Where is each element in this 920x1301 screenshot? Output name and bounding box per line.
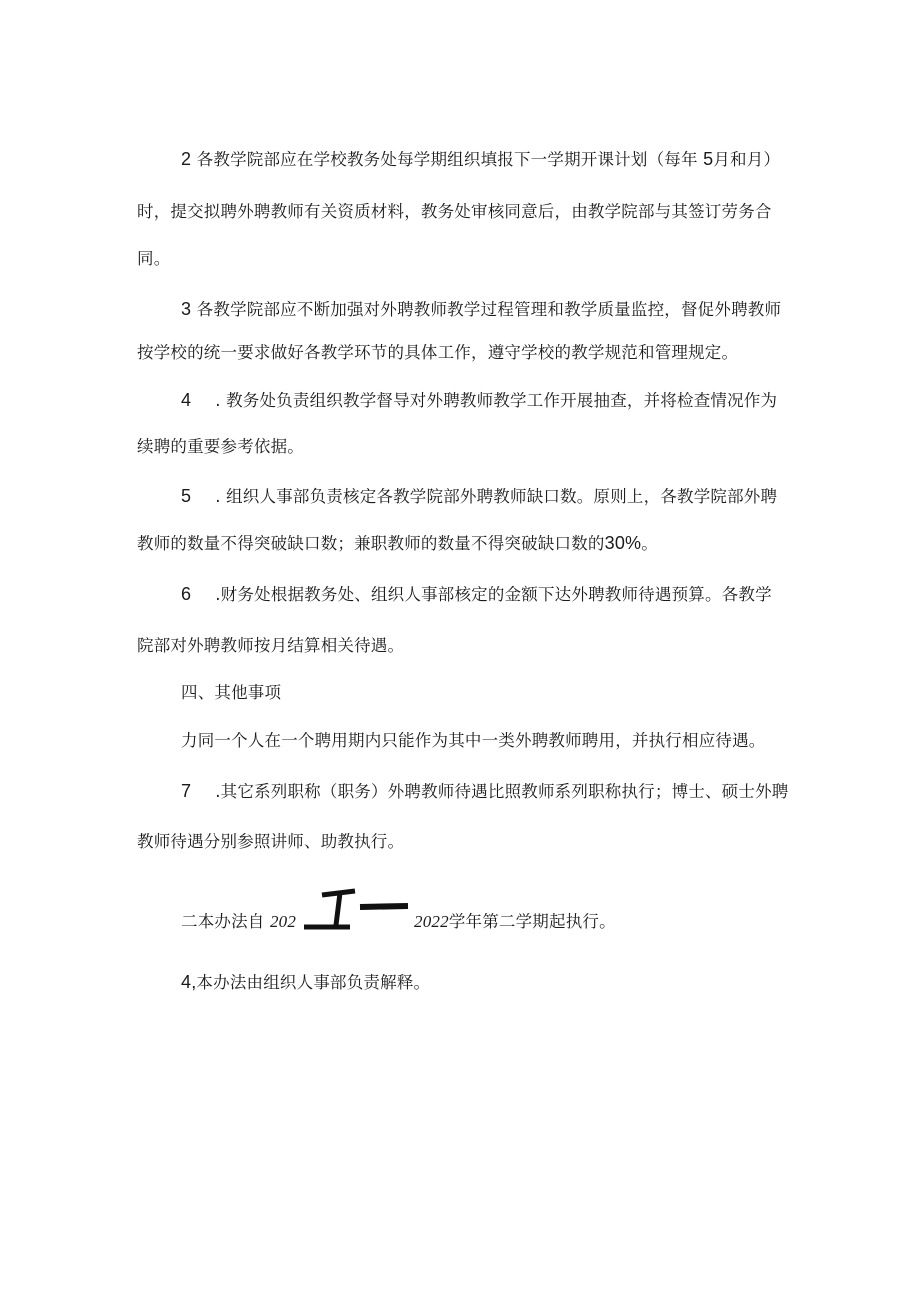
item-4-text: . 教务处负责组织教学督导对外聘教师教学工作开展抽查，并将检查情况作为	[215, 391, 778, 410]
item-4-line-1	[181, 388, 777, 413]
item-7-line-1	[181, 779, 788, 804]
item-2-text-b: 月和月）	[713, 150, 781, 169]
item-5-text-b: 。	[641, 534, 658, 553]
section-4-line-1: 力同一个人在一个聘用期内只能作为其中一类外聘教师聘用，并执行相应待遇。	[181, 731, 766, 750]
item-3-line-2: 按学校的统一要求做好各教学环节的具体工作，遵守学校的教学规范和管理规定。	[137, 343, 739, 362]
interpretation-line	[181, 970, 430, 995]
item-2-text-a: 各教学院部应在学校教务处每学期组织填报下一学期开课计划（每年	[196, 150, 698, 169]
item-6-line-2: 院部对外聘教师按月结算相关待遇。	[137, 636, 405, 655]
item-5-text: . 组织人事部负责核定各教学院部外聘教师缺口数。原则上，各教学院部外聘	[215, 487, 778, 506]
item-3-text: 各教学院部应不断加强对外聘教师教学过程管理和教学质量监控，督促外聘教师	[196, 300, 782, 319]
effective-suffix: 学年第二学期起执行。	[448, 912, 616, 931]
effective-prefix: 二本办法自	[181, 912, 265, 931]
item-3-number: 3	[181, 299, 192, 319]
item-5-line-2	[137, 531, 658, 556]
handwritten-mark	[300, 885, 412, 931]
item-6-number: 6	[181, 584, 192, 604]
interpretation-number: 4,	[181, 972, 197, 992]
item-4-number: 4	[181, 390, 192, 410]
item-5-line-1	[181, 484, 777, 509]
item-5-percent: 30%	[604, 533, 642, 553]
effective-line-left	[181, 910, 296, 934]
item-7-line-2: 教师待遇分别参照讲师、助教执行。	[137, 832, 405, 851]
item-5-text-a: 教师的数量不得突破缺口数；兼职教师的数量不得突破缺口数的	[137, 534, 605, 553]
item-2-line-1	[181, 147, 780, 172]
item-2-month: 5	[703, 149, 714, 169]
item-3-line-1	[181, 297, 781, 322]
effective-line-right	[414, 910, 616, 934]
item-4-line-2: 续聘的重要参考依据。	[137, 437, 304, 456]
item-6-text: .财务处根据教务处、组织人事部核定的金额下达外聘教师待遇预算。各教学	[215, 585, 772, 604]
effective-year-a: 202	[269, 912, 297, 931]
item-7-text: .其它系列职称（职务）外聘教师待遇比照教师系列职称执行；博士、硕士外聘	[215, 782, 789, 801]
item-7-number: 7	[181, 781, 192, 801]
item-2-line-3: 同。	[137, 249, 171, 268]
item-6-line-1	[181, 582, 772, 607]
effective-year-b: 2022	[414, 912, 449, 931]
item-2-line-2: 时，提交拟聘外聘教师有关资质材料，教务处审核同意后，由教学院部与其签订劳务合	[137, 202, 772, 221]
item-5-number: 5	[181, 486, 192, 506]
interpretation-text: 本办法由组织人事部负责解释。	[196, 973, 431, 992]
item-2-number: 2	[181, 149, 192, 169]
section-4-heading: 四、其他事项	[181, 683, 282, 702]
